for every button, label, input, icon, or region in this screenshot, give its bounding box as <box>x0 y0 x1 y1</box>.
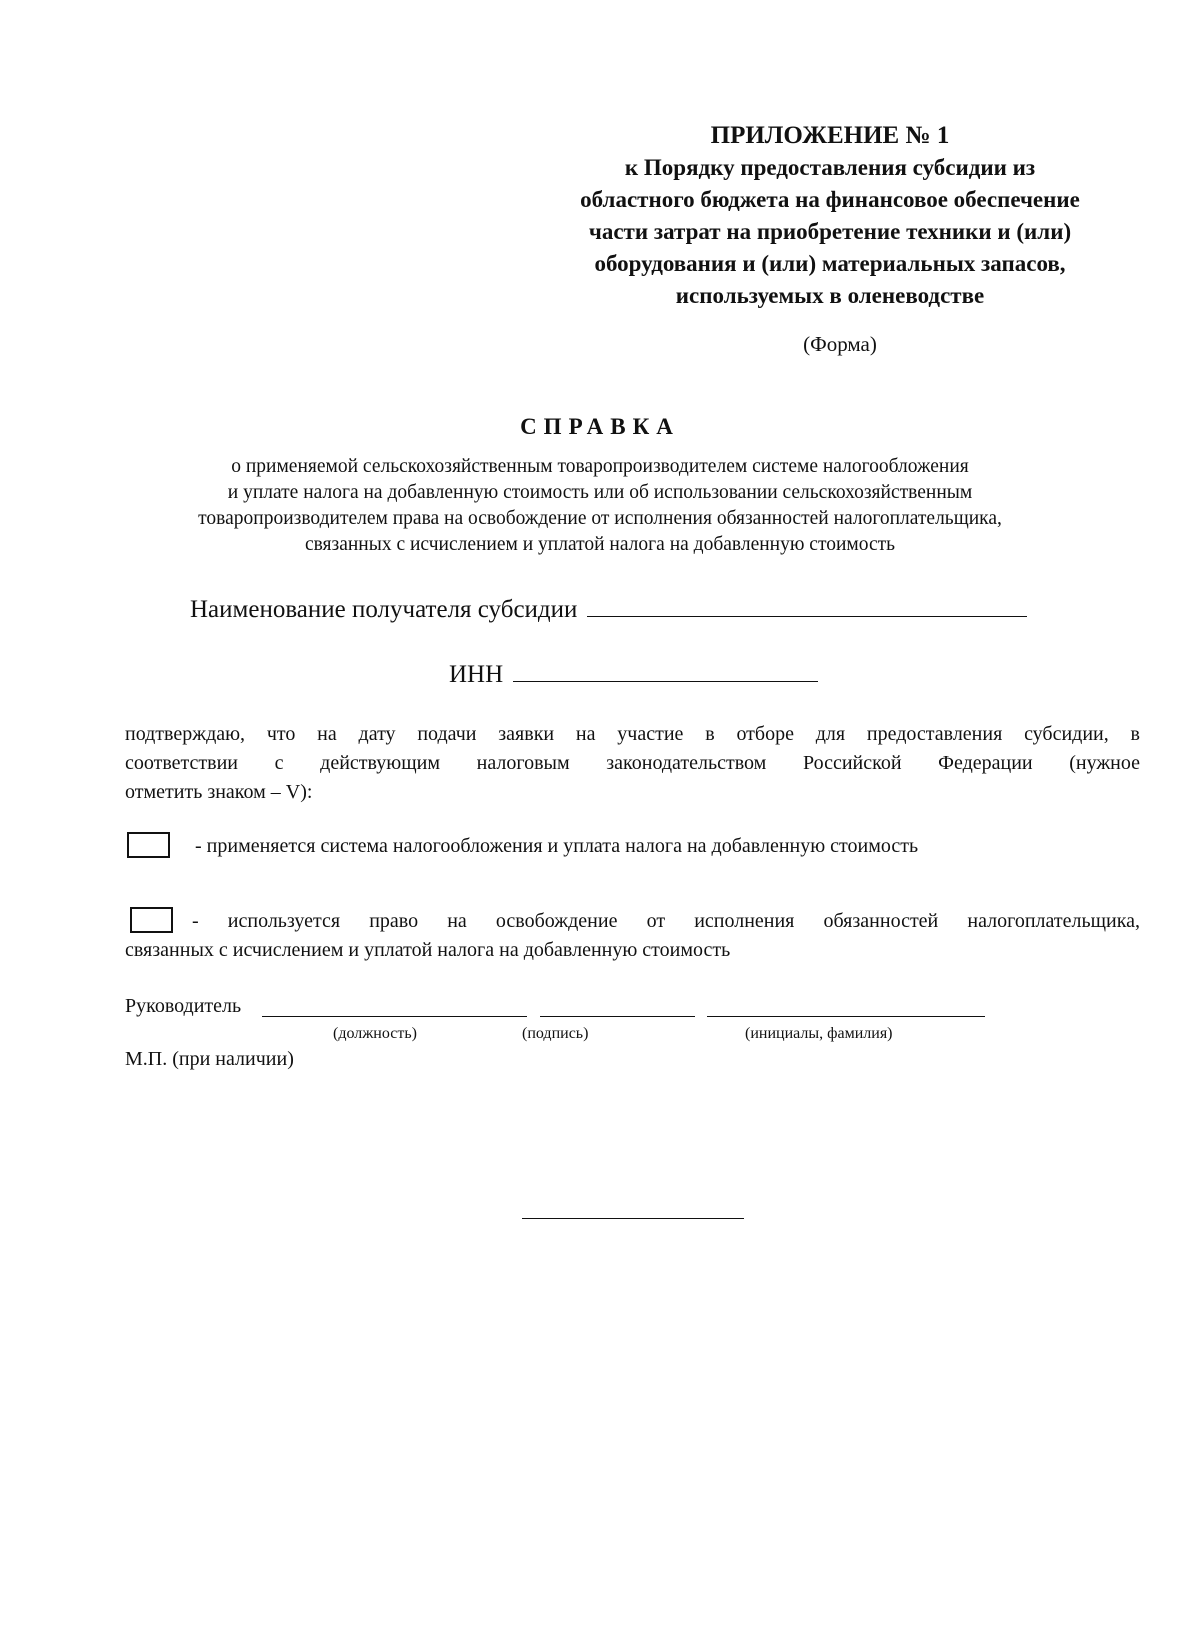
inn-blank[interactable] <box>513 657 818 682</box>
inn-field <box>449 657 818 690</box>
option-text-line: связанных с исчислением и уплатой налога на добавленную стоимость <box>125 939 731 961</box>
appendix-line: части затрат на приобретение техники и (или) <box>588 219 1072 244</box>
appendix-title: ПРИЛОЖЕНИЕ № 1 <box>710 122 950 149</box>
confirmation-paragraph <box>125 720 1140 807</box>
document-subtitle <box>80 454 1120 558</box>
name-blank[interactable] <box>707 1016 985 1017</box>
subtitle-line: и уплате налога на добавленную стоимость или об использовании сельскохозяйственным <box>227 482 973 503</box>
option-vat-exemption-label <box>125 907 1140 965</box>
paragraph-line: отметить знаком – V): <box>125 781 313 803</box>
recipient-label: Наименование получателя субсидии <box>190 596 578 623</box>
head-label: Руководитель <box>125 995 242 1017</box>
subtitle-line: товаропроизводителем права на освобождение от исполнения обязанностей налогоплательщика, <box>198 508 1002 529</box>
recipient-name-blank[interactable] <box>587 592 1027 617</box>
position-blank[interactable] <box>262 1016 527 1017</box>
appendix-line: используемых в оленеводстве <box>675 283 985 308</box>
stamp-label: М.П. (при наличии) <box>125 1048 294 1070</box>
signature-blank[interactable] <box>540 1016 695 1017</box>
document-title: СПРАВКА <box>520 414 680 439</box>
position-caption: (должность) <box>333 1025 417 1042</box>
subtitle-line: о применяемой сельскохозяйственным товаропроизводителем системе налогообложения <box>231 456 969 477</box>
inn-label: ИНН <box>449 661 504 688</box>
end-separator <box>522 1218 744 1219</box>
name-caption: (инициалы, фамилия) <box>745 1025 893 1042</box>
appendix-line: оборудования и (или) материальных запасов, <box>594 251 1066 276</box>
subtitle-line: связанных с исчислением и уплатой налога на добавленную стоимость <box>304 534 896 555</box>
appendix-line: областного бюджета на финансовое обеспечение <box>580 187 1080 212</box>
appendix-heading <box>520 120 1140 312</box>
option-vat-payer-checkbox[interactable] <box>127 832 170 858</box>
signature-caption: (подпись) <box>522 1025 589 1042</box>
recipient-field <box>190 592 1027 625</box>
appendix-line: к Порядку предоставления субсидии из <box>624 155 1036 180</box>
form-label: (Форма) <box>803 332 877 356</box>
option-text-line: - используется право на освобождение от исполнения обязанностей налогоплательщика, <box>192 910 1140 932</box>
paragraph-line: соответствии с действующим налоговым законодательством Российской Федерации (нужное <box>125 752 1140 774</box>
paragraph-line: подтверждаю, что на дату подачи заявки на участие в отборе для предоставления субсидии, в <box>125 723 1140 745</box>
option-vat-payer-label: - применяется система налогообложения и уплата налога на добавленную стоимость <box>195 835 919 857</box>
